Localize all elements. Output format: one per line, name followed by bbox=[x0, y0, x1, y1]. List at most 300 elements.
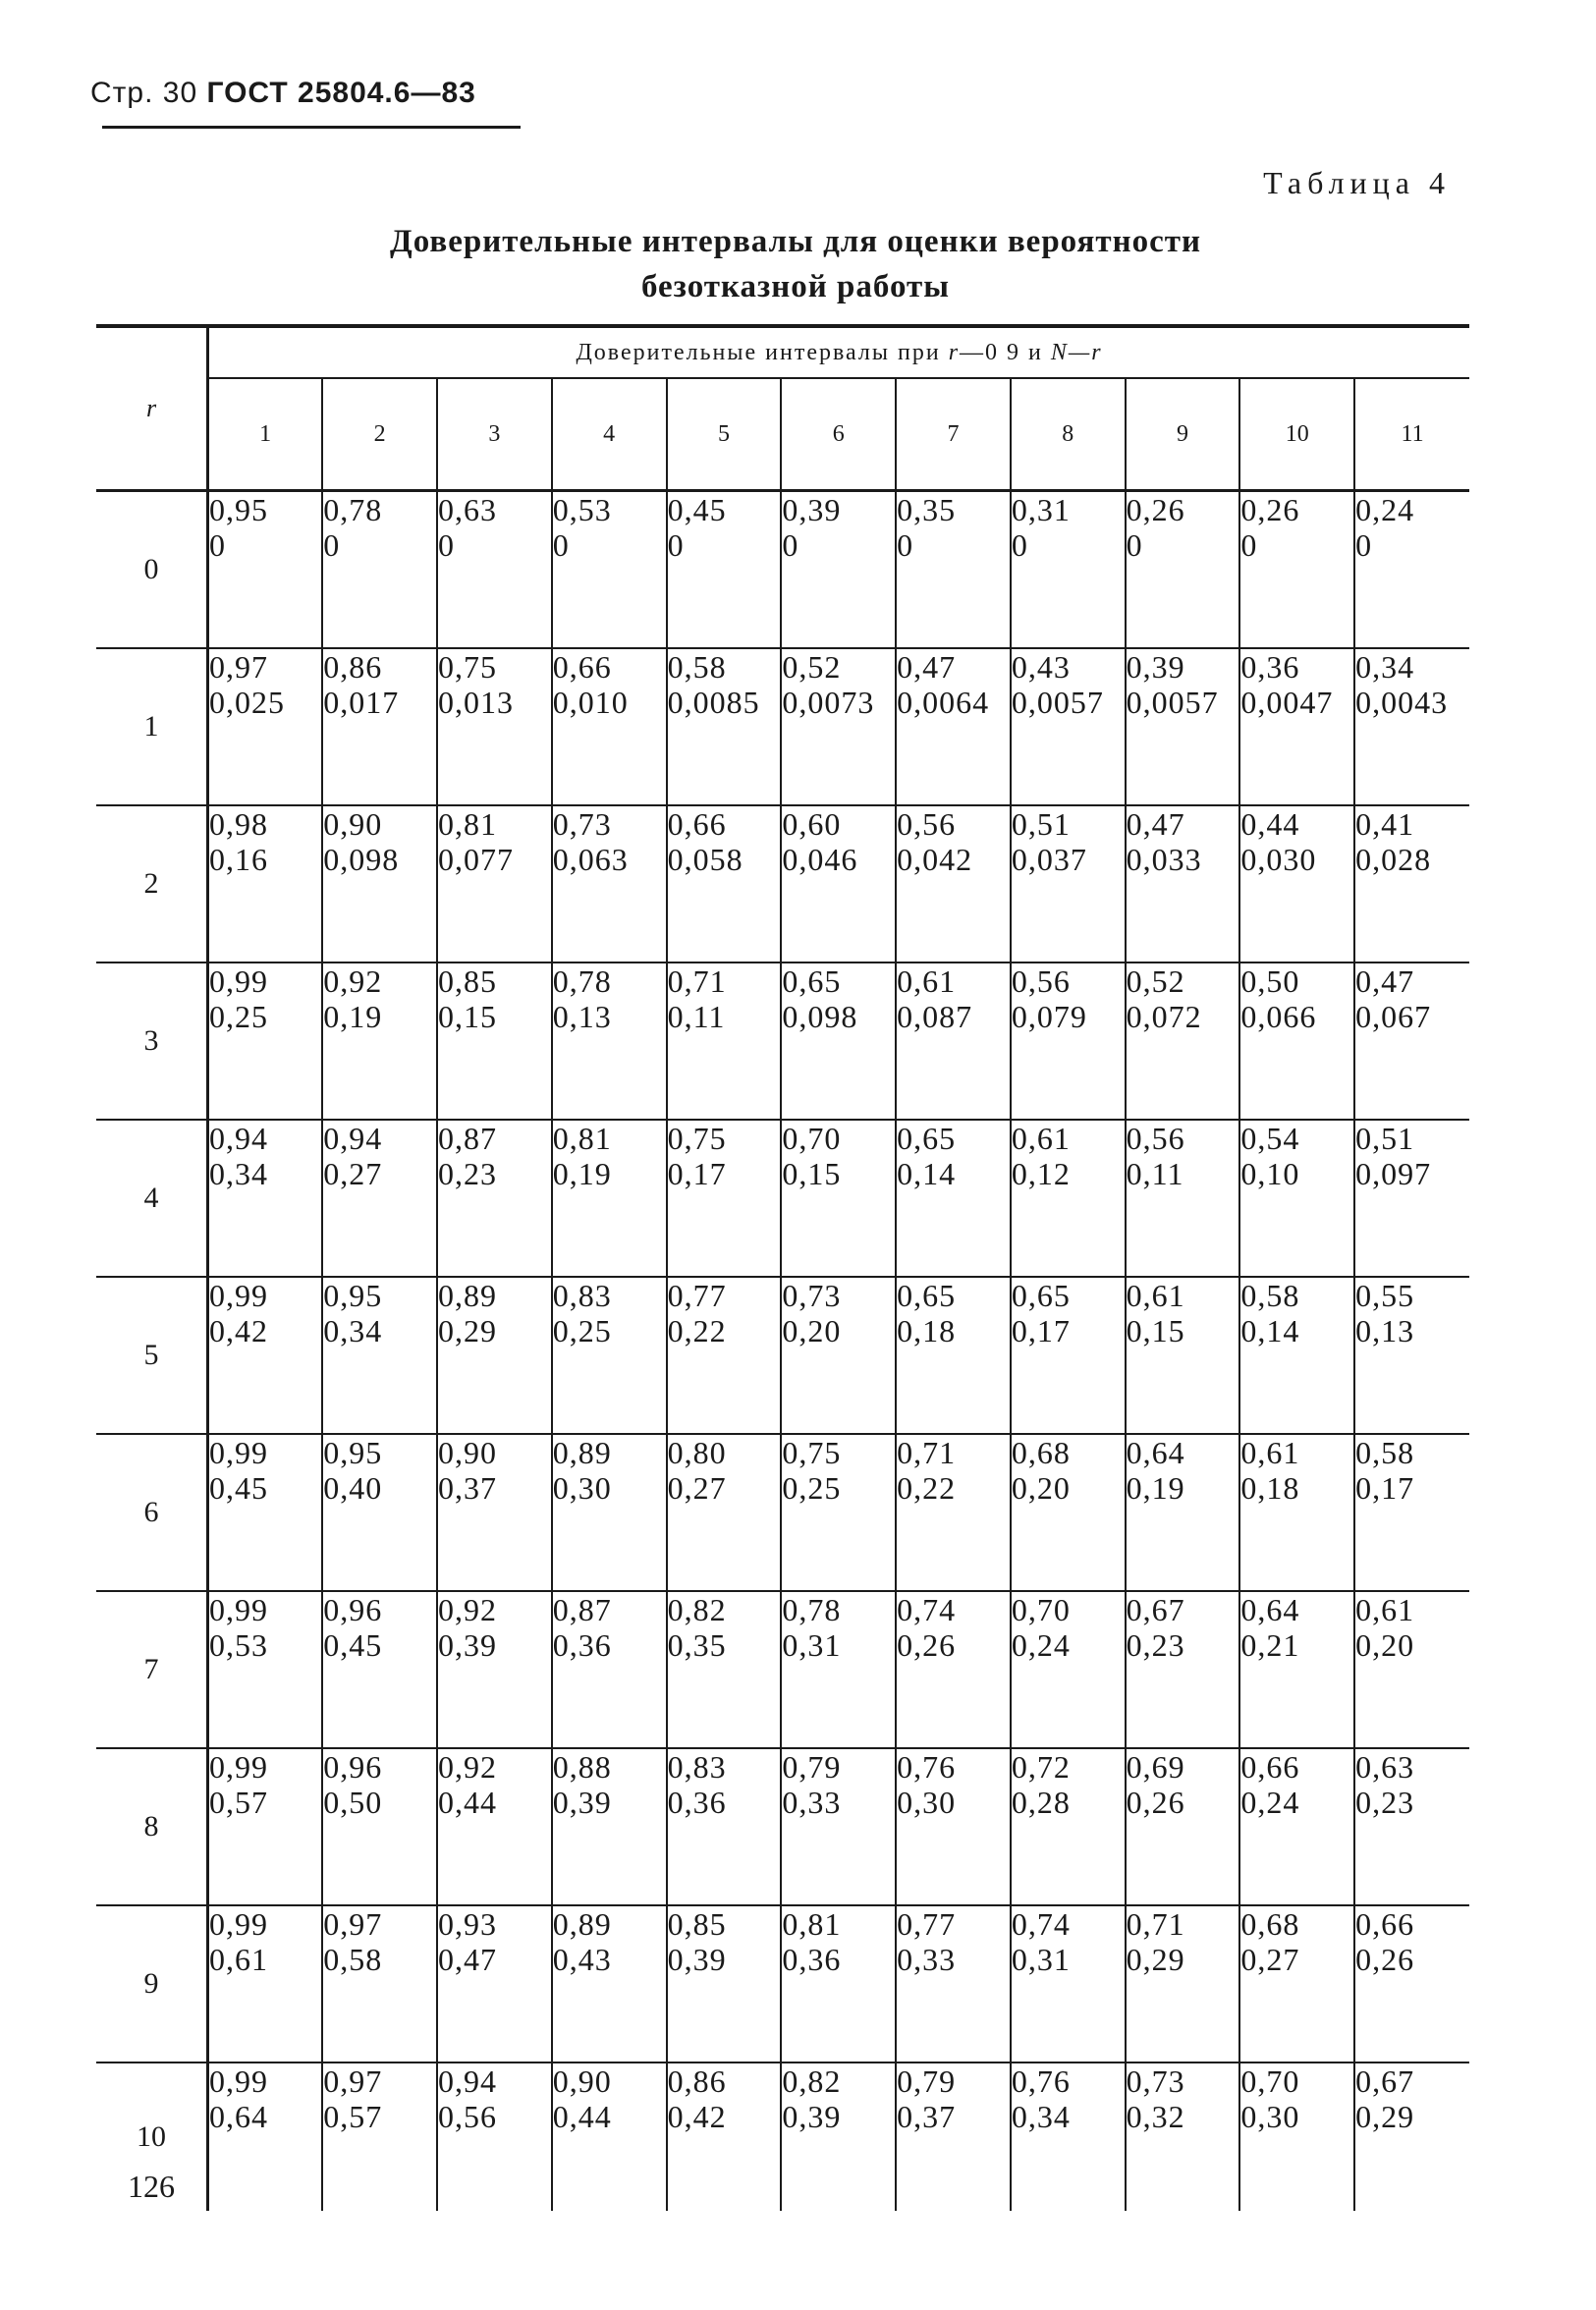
lower-bound: 0 bbox=[1126, 527, 1143, 563]
lower-bound: 0 bbox=[552, 527, 570, 563]
upper-bound: 0,93 bbox=[438, 1906, 498, 1942]
lower-bound: 0,35 bbox=[667, 1627, 727, 1663]
interval-cell bbox=[437, 962, 552, 1120]
upper-bound: 0,61 bbox=[1355, 1592, 1415, 1627]
lower-bound: 0 bbox=[323, 527, 341, 563]
upper-bound: 0,87 bbox=[438, 1121, 498, 1156]
column-header-8: 8 bbox=[1011, 378, 1126, 491]
upper-bound: 0,47 bbox=[1126, 806, 1185, 842]
lower-bound: 0,087 bbox=[897, 999, 973, 1034]
interval-cell bbox=[667, 805, 782, 962]
upper-bound: 0,74 bbox=[897, 1592, 957, 1627]
lower-bound: 0,25 bbox=[209, 999, 268, 1034]
upper-bound: 0,44 bbox=[1240, 806, 1300, 842]
upper-bound: 0,70 bbox=[1240, 2063, 1300, 2099]
lower-bound: 0,19 bbox=[552, 1156, 612, 1191]
lower-bound: 0,29 bbox=[1355, 2099, 1415, 2134]
lower-bound: 0,45 bbox=[323, 1627, 383, 1663]
upper-bound: 0,43 bbox=[1011, 649, 1071, 685]
interval-cell bbox=[896, 648, 1011, 805]
upper-bound: 0,64 bbox=[1240, 1592, 1300, 1627]
group-header-var1: r bbox=[948, 339, 961, 365]
lower-bound: 0 bbox=[667, 527, 685, 563]
lower-bound: 0,066 bbox=[1240, 999, 1317, 1034]
interval-cell bbox=[1354, 2062, 1469, 2211]
interval-cell bbox=[552, 2062, 667, 2211]
row-r-value: 9 bbox=[96, 1905, 208, 2062]
table-row bbox=[96, 805, 1469, 962]
upper-bound: 0,81 bbox=[552, 1121, 612, 1156]
lower-bound: 0,028 bbox=[1355, 842, 1432, 877]
lower-bound: 0,39 bbox=[552, 1785, 612, 1820]
interval-cell bbox=[208, 1905, 323, 2062]
upper-bound: 0,73 bbox=[1126, 2063, 1185, 2099]
interval-cell bbox=[1239, 1591, 1354, 1748]
interval-cell bbox=[1126, 805, 1240, 962]
running-head-doc: ГОСТ 25804.6—83 bbox=[206, 77, 476, 109]
lower-bound: 0,30 bbox=[1240, 2099, 1300, 2134]
upper-bound: 0,92 bbox=[438, 1592, 498, 1627]
lower-bound: 0,22 bbox=[897, 1470, 957, 1506]
lower-bound: 0,098 bbox=[323, 842, 400, 877]
confidence-interval-table bbox=[96, 324, 1469, 2211]
column-header-11: 11 bbox=[1354, 378, 1469, 491]
interval-cell bbox=[552, 805, 667, 962]
upper-bound: 0,61 bbox=[1126, 1278, 1185, 1313]
upper-bound: 0,41 bbox=[1355, 806, 1415, 842]
interval-cell bbox=[1126, 1905, 1240, 2062]
upper-bound: 0,61 bbox=[1240, 1435, 1300, 1470]
upper-bound: 0,54 bbox=[1240, 1121, 1300, 1156]
lower-bound: 0,40 bbox=[323, 1470, 383, 1506]
upper-bound: 0,77 bbox=[667, 1278, 727, 1313]
interval-cell bbox=[322, 648, 437, 805]
interval-cell bbox=[208, 1748, 323, 1905]
lower-bound: 0,18 bbox=[897, 1313, 957, 1348]
upper-bound: 0,97 bbox=[323, 1906, 383, 1942]
upper-bound: 0,75 bbox=[667, 1121, 727, 1156]
upper-bound: 0,56 bbox=[1126, 1121, 1185, 1156]
upper-bound: 0,82 bbox=[782, 2063, 842, 2099]
interval-cell bbox=[552, 648, 667, 805]
lower-bound: 0,36 bbox=[552, 1627, 612, 1663]
lower-bound: 0,22 bbox=[667, 1313, 727, 1348]
interval-cell bbox=[781, 1905, 896, 2062]
lower-bound: 0,19 bbox=[1126, 1470, 1185, 1506]
upper-bound: 0,75 bbox=[438, 649, 498, 685]
interval-cell bbox=[1011, 1905, 1126, 2062]
lower-bound: 0,098 bbox=[782, 999, 858, 1034]
column-header-5: 5 bbox=[667, 378, 782, 491]
upper-bound: 0,66 bbox=[552, 649, 612, 685]
upper-bound: 0,36 bbox=[1240, 649, 1300, 685]
lower-bound: 0,56 bbox=[438, 2099, 498, 2134]
column-header-1: 1 bbox=[208, 378, 323, 491]
upper-bound: 0,71 bbox=[897, 1435, 957, 1470]
interval-cell bbox=[322, 1277, 437, 1434]
upper-bound: 0,97 bbox=[209, 649, 268, 685]
upper-bound: 0,56 bbox=[897, 806, 957, 842]
lower-bound: 0,42 bbox=[209, 1313, 268, 1348]
interval-cell bbox=[781, 648, 896, 805]
upper-bound: 0,71 bbox=[667, 963, 727, 999]
table-label: Таблица 4 bbox=[1263, 165, 1451, 200]
table-title-line1: Доверительные интервалы для оценки вероятности bbox=[390, 224, 1201, 259]
interval-cell bbox=[208, 805, 323, 962]
interval-cell bbox=[896, 1434, 1011, 1591]
interval-cell bbox=[1354, 1748, 1469, 1905]
interval-cell bbox=[781, 1591, 896, 1748]
lower-bound: 0,12 bbox=[1011, 1156, 1071, 1191]
lower-bound: 0,25 bbox=[552, 1313, 612, 1348]
column-header-9: 9 bbox=[1126, 378, 1240, 491]
upper-bound: 0,89 bbox=[552, 1906, 612, 1942]
lower-bound: 0,57 bbox=[209, 1785, 268, 1820]
upper-bound: 0,51 bbox=[1355, 1121, 1415, 1156]
row-r-value: 4 bbox=[96, 1120, 208, 1277]
interval-cell bbox=[667, 1591, 782, 1748]
upper-bound: 0,76 bbox=[1011, 2063, 1071, 2099]
interval-cell bbox=[781, 1434, 896, 1591]
upper-bound: 0,86 bbox=[667, 2063, 727, 2099]
interval-cell bbox=[1126, 962, 1240, 1120]
lower-bound: 0,14 bbox=[897, 1156, 957, 1191]
interval-cell bbox=[437, 1277, 552, 1434]
upper-bound: 0,65 bbox=[897, 1121, 957, 1156]
upper-bound: 0,97 bbox=[323, 2063, 383, 2099]
lower-bound: 0,26 bbox=[1126, 1785, 1185, 1820]
upper-bound: 0,87 bbox=[552, 1592, 612, 1627]
lower-bound: 0,47 bbox=[438, 1942, 498, 1977]
upper-bound: 0,73 bbox=[782, 1278, 842, 1313]
interval-cell bbox=[896, 1277, 1011, 1434]
upper-bound: 0,26 bbox=[1240, 492, 1300, 527]
interval-cell bbox=[667, 648, 782, 805]
row-r-value: 10 bbox=[96, 2062, 208, 2211]
lower-bound: 0,33 bbox=[897, 1942, 957, 1977]
interval-cell bbox=[896, 962, 1011, 1120]
lower-bound: 0,17 bbox=[1355, 1470, 1415, 1506]
interval-cell bbox=[552, 962, 667, 1120]
interval-cell bbox=[1126, 1434, 1240, 1591]
lower-bound: 0,20 bbox=[782, 1313, 842, 1348]
lower-bound: 0,013 bbox=[438, 685, 515, 720]
lower-bound: 0,34 bbox=[1011, 2099, 1071, 2134]
upper-bound: 0,98 bbox=[209, 806, 268, 842]
lower-bound: 0,17 bbox=[1011, 1313, 1071, 1348]
lower-bound: 0,44 bbox=[438, 1785, 498, 1820]
interval-cell bbox=[667, 962, 782, 1120]
interval-cell bbox=[896, 2062, 1011, 2211]
lower-bound: 0 bbox=[438, 527, 456, 563]
upper-bound: 0,69 bbox=[1126, 1749, 1185, 1785]
interval-cell bbox=[1239, 1434, 1354, 1591]
upper-bound: 0,95 bbox=[323, 1278, 383, 1313]
upper-bound: 0,53 bbox=[552, 492, 612, 527]
upper-bound: 0,68 bbox=[1011, 1435, 1071, 1470]
interval-cell bbox=[896, 1748, 1011, 1905]
lower-bound: 0,29 bbox=[438, 1313, 498, 1348]
upper-bound: 0,67 bbox=[1126, 1592, 1185, 1627]
group-header-text: Доверительные интервалы при bbox=[576, 339, 949, 365]
lower-bound: 0,17 bbox=[667, 1156, 727, 1191]
lower-bound: 0,57 bbox=[323, 2099, 383, 2134]
lower-bound: 0,45 bbox=[209, 1470, 268, 1506]
upper-bound: 0,95 bbox=[209, 492, 268, 527]
lower-bound: 0,0064 bbox=[897, 685, 990, 720]
interval-cell bbox=[322, 1434, 437, 1591]
lower-bound: 0,13 bbox=[552, 999, 612, 1034]
interval-cell bbox=[667, 1905, 782, 2062]
lower-bound: 0,27 bbox=[667, 1470, 727, 1506]
upper-bound: 0,99 bbox=[209, 1278, 268, 1313]
column-header-10: 10 bbox=[1239, 378, 1354, 491]
lower-bound: 0 bbox=[1011, 527, 1028, 563]
interval-cell bbox=[208, 648, 323, 805]
lower-bound: 0,25 bbox=[782, 1470, 842, 1506]
lower-bound: 0,058 bbox=[667, 842, 743, 877]
interval-cell bbox=[1011, 1277, 1126, 1434]
upper-bound: 0,70 bbox=[782, 1121, 842, 1156]
upper-bound: 0,71 bbox=[1126, 1906, 1185, 1942]
upper-bound: 0,82 bbox=[667, 1592, 727, 1627]
interval-cell bbox=[1354, 491, 1469, 649]
lower-bound: 0,20 bbox=[1011, 1470, 1071, 1506]
r-column-header: r bbox=[96, 326, 208, 491]
upper-bound: 0,90 bbox=[438, 1435, 498, 1470]
interval-cell bbox=[1239, 1905, 1354, 2062]
table-row bbox=[96, 648, 1469, 805]
interval-cell bbox=[781, 1120, 896, 1277]
lower-bound: 0,61 bbox=[209, 1942, 268, 1977]
interval-cell bbox=[208, 2062, 323, 2211]
table-row bbox=[96, 1905, 1469, 2062]
interval-cell bbox=[552, 491, 667, 649]
upper-bound: 0,63 bbox=[438, 492, 498, 527]
interval-cell bbox=[1239, 1120, 1354, 1277]
upper-bound: 0,74 bbox=[1011, 1906, 1071, 1942]
row-r-value: 5 bbox=[96, 1277, 208, 1434]
upper-bound: 0,63 bbox=[1355, 1749, 1415, 1785]
interval-cell bbox=[667, 1120, 782, 1277]
interval-cell bbox=[322, 491, 437, 649]
interval-cell bbox=[437, 1748, 552, 1905]
upper-bound: 0,64 bbox=[1126, 1435, 1185, 1470]
lower-bound: 0,14 bbox=[1240, 1313, 1300, 1348]
interval-cell bbox=[1126, 1591, 1240, 1748]
lower-bound: 0,36 bbox=[782, 1942, 842, 1977]
interval-cell bbox=[1011, 491, 1126, 649]
lower-bound: 0,033 bbox=[1126, 842, 1202, 877]
lower-bound: 0,15 bbox=[438, 999, 498, 1034]
column-header-6: 6 bbox=[781, 378, 896, 491]
interval-cell bbox=[1126, 2062, 1240, 2211]
upper-bound: 0,52 bbox=[782, 649, 842, 685]
lower-bound: 0,36 bbox=[667, 1785, 727, 1820]
upper-bound: 0,94 bbox=[209, 1121, 268, 1156]
interval-cell bbox=[781, 1277, 896, 1434]
table-row bbox=[96, 1434, 1469, 1591]
upper-bound: 0,78 bbox=[782, 1592, 842, 1627]
lower-bound: 0,10 bbox=[1240, 1156, 1300, 1191]
upper-bound: 0,94 bbox=[323, 1121, 383, 1156]
lower-bound: 0 bbox=[209, 527, 226, 563]
interval-cell bbox=[667, 1748, 782, 1905]
interval-cell bbox=[322, 1748, 437, 1905]
upper-bound: 0,61 bbox=[1011, 1121, 1071, 1156]
lower-bound: 0,0073 bbox=[782, 685, 875, 720]
upper-bound: 0,58 bbox=[667, 649, 727, 685]
upper-bound: 0,50 bbox=[1240, 963, 1300, 999]
upper-bound: 0,92 bbox=[438, 1749, 498, 1785]
upper-bound: 0,85 bbox=[667, 1906, 727, 1942]
interval-cell bbox=[1239, 1277, 1354, 1434]
upper-bound: 0,72 bbox=[1011, 1749, 1071, 1785]
lower-bound: 0,53 bbox=[209, 1627, 268, 1663]
lower-bound: 0,32 bbox=[1126, 2099, 1185, 2134]
row-r-value: 1 bbox=[96, 648, 208, 805]
upper-bound: 0,52 bbox=[1126, 963, 1185, 999]
interval-cell bbox=[781, 2062, 896, 2211]
upper-bound: 0,31 bbox=[1011, 492, 1071, 527]
lower-bound: 0,030 bbox=[1240, 842, 1317, 877]
interval-cell bbox=[552, 1434, 667, 1591]
upper-bound: 0,99 bbox=[209, 1749, 268, 1785]
table-row bbox=[96, 2062, 1469, 2211]
interval-cell bbox=[1239, 648, 1354, 805]
lower-bound: 0,37 bbox=[897, 2099, 957, 2134]
interval-cell bbox=[437, 491, 552, 649]
upper-bound: 0,83 bbox=[667, 1749, 727, 1785]
upper-bound: 0,81 bbox=[438, 806, 498, 842]
lower-bound: 0,31 bbox=[1011, 1942, 1071, 1977]
interval-cell bbox=[552, 1591, 667, 1748]
upper-bound: 0,45 bbox=[667, 492, 727, 527]
lower-bound: 0,16 bbox=[209, 842, 268, 877]
interval-cell bbox=[1354, 1591, 1469, 1748]
upper-bound: 0,56 bbox=[1011, 963, 1071, 999]
upper-bound: 0,76 bbox=[897, 1749, 957, 1785]
lower-bound: 0 bbox=[897, 527, 914, 563]
upper-bound: 0,58 bbox=[1355, 1435, 1415, 1470]
upper-bound: 0,73 bbox=[552, 806, 612, 842]
interval-cell bbox=[322, 1591, 437, 1748]
upper-bound: 0,95 bbox=[323, 1435, 383, 1470]
table-row bbox=[96, 491, 1469, 649]
upper-bound: 0,80 bbox=[667, 1435, 727, 1470]
upper-bound: 0,86 bbox=[323, 649, 383, 685]
upper-bound: 0,90 bbox=[323, 806, 383, 842]
lower-bound: 0,23 bbox=[1355, 1785, 1415, 1820]
upper-bound: 0,77 bbox=[897, 1906, 957, 1942]
column-header-3: 3 bbox=[437, 378, 552, 491]
upper-bound: 0,85 bbox=[438, 963, 498, 999]
lower-bound: 0,50 bbox=[323, 1785, 383, 1820]
lower-bound: 0,26 bbox=[897, 1627, 957, 1663]
upper-bound: 0,83 bbox=[552, 1278, 612, 1313]
interval-cell bbox=[1011, 1748, 1126, 1905]
lower-bound: 0,37 bbox=[438, 1470, 498, 1506]
upper-bound: 0,60 bbox=[782, 806, 842, 842]
upper-bound: 0,24 bbox=[1355, 492, 1415, 527]
lower-bound: 0,39 bbox=[438, 1627, 498, 1663]
interval-cell bbox=[552, 1905, 667, 2062]
upper-bound: 0,67 bbox=[1355, 2063, 1415, 2099]
interval-cell bbox=[896, 1120, 1011, 1277]
lower-bound: 0,18 bbox=[1240, 1470, 1300, 1506]
interval-cell bbox=[1126, 1120, 1240, 1277]
lower-bound: 0,30 bbox=[897, 1785, 957, 1820]
interval-cell bbox=[667, 1277, 782, 1434]
interval-cell bbox=[1126, 648, 1240, 805]
lower-bound: 0,0085 bbox=[667, 685, 760, 720]
interval-cell bbox=[208, 962, 323, 1120]
table-title-line2: безотказной работы bbox=[640, 269, 951, 304]
row-r-value: 6 bbox=[96, 1434, 208, 1591]
interval-cell bbox=[1239, 1748, 1354, 1905]
lower-bound: 0 bbox=[782, 527, 799, 563]
upper-bound: 0,65 bbox=[782, 963, 842, 999]
lower-bound: 0,017 bbox=[323, 685, 400, 720]
upper-bound: 0,68 bbox=[1240, 1906, 1300, 1942]
interval-cell bbox=[437, 1905, 552, 2062]
upper-bound: 0,89 bbox=[552, 1435, 612, 1470]
interval-cell bbox=[1354, 1120, 1469, 1277]
interval-cell bbox=[1126, 1277, 1240, 1434]
upper-bound: 0,35 bbox=[897, 492, 957, 527]
upper-bound: 0,47 bbox=[1355, 963, 1415, 999]
interval-cell bbox=[437, 2062, 552, 2211]
interval-cell bbox=[1011, 648, 1126, 805]
table-row bbox=[96, 1120, 1469, 1277]
interval-cell bbox=[1239, 491, 1354, 649]
interval-cell bbox=[781, 805, 896, 962]
upper-bound: 0,66 bbox=[667, 806, 727, 842]
column-number-row bbox=[96, 378, 1469, 491]
upper-bound: 0,99 bbox=[209, 1435, 268, 1470]
interval-cell bbox=[896, 805, 1011, 962]
interval-cell bbox=[1011, 1591, 1126, 1748]
upper-bound: 0,89 bbox=[438, 1278, 498, 1313]
table-body bbox=[96, 491, 1469, 2212]
group-header-mid: —0 9 и bbox=[960, 339, 1051, 365]
lower-bound: 0,097 bbox=[1355, 1156, 1432, 1191]
lower-bound: 0,072 bbox=[1126, 999, 1202, 1034]
interval-cell bbox=[322, 1120, 437, 1277]
row-r-value: 2 bbox=[96, 805, 208, 962]
lower-bound: 0,58 bbox=[323, 1942, 383, 1977]
upper-bound: 0,47 bbox=[897, 649, 957, 685]
interval-cell bbox=[322, 2062, 437, 2211]
upper-bound: 0,99 bbox=[209, 1592, 268, 1627]
interval-cell bbox=[552, 1277, 667, 1434]
table-row bbox=[96, 1591, 1469, 1748]
interval-cell bbox=[437, 1120, 552, 1277]
page-number: 126 bbox=[128, 2169, 175, 2204]
interval-cell bbox=[1354, 805, 1469, 962]
row-r-value: 0 bbox=[96, 491, 208, 649]
running-head-page: Стр. 30 bbox=[90, 77, 198, 109]
lower-bound: 0,0047 bbox=[1240, 685, 1334, 720]
upper-bound: 0,61 bbox=[897, 963, 957, 999]
upper-bound: 0,96 bbox=[323, 1592, 383, 1627]
row-r-value: 8 bbox=[96, 1748, 208, 1905]
running-head-rule bbox=[102, 126, 521, 129]
interval-cell bbox=[1354, 1277, 1469, 1434]
interval-cell bbox=[208, 491, 323, 649]
interval-cell bbox=[322, 962, 437, 1120]
lower-bound: 0 bbox=[1355, 527, 1373, 563]
